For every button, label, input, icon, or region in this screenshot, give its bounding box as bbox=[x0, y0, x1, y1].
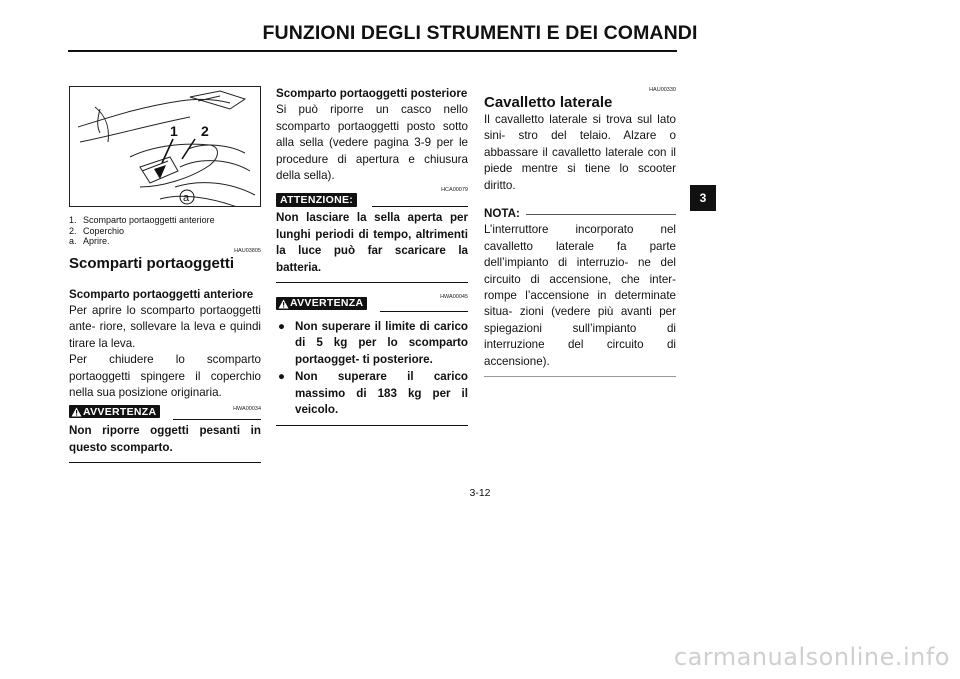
column-left bbox=[69, 86, 261, 463]
figure-caption: 1. Scomparto portaoggetti anteriore 2. Coperchio a. Aprire. bbox=[69, 215, 215, 246]
title-rule bbox=[68, 50, 677, 52]
bullet-icon: ● bbox=[278, 370, 286, 384]
note-label: NOTA: bbox=[484, 207, 520, 221]
section-code: HAU03805 bbox=[234, 247, 261, 254]
note-end-rule bbox=[484, 376, 676, 377]
warning-badge-2: AVVERTENZA bbox=[276, 297, 367, 310]
callout-a: a bbox=[183, 192, 190, 204]
warning-end-rule-2 bbox=[276, 425, 468, 426]
chapter-tab: 3 bbox=[690, 185, 716, 211]
attention-header bbox=[276, 192, 468, 210]
note-text: L’interruttore incorporato nel cavalletto laterale fa parte dell’impianto di interruzio- ne del circuito di accensione, che inter- rompe l’accensione in determinate situa- zioni (vedere più avanti per spiegazioni sull’impianto di interruzione del circuito di accensione). bbox=[484, 223, 676, 368]
warning-header bbox=[69, 405, 261, 423]
paragraph-close: Per chiudere lo scomparto portaoggetti spingere il coperchio nella sua posizione originaria. bbox=[69, 353, 261, 399]
column-middle bbox=[276, 86, 468, 426]
subheading-rear-storage: Scomparto portaoggetti posteriore bbox=[276, 87, 468, 100]
bullet-icon: ● bbox=[278, 320, 286, 334]
section-code-3: HAU00330 bbox=[649, 87, 676, 93]
paragraph-rear: Si può riporre un casco nello scomparto portaoggetti posto sotto alla sella (vedere pagina 3-9 per le procedure di apertura e chiusura della sella). bbox=[276, 103, 468, 183]
callout-1: 1 bbox=[170, 123, 178, 139]
watermark: carmanualsonline.info bbox=[673, 643, 950, 671]
storage-compartment-figure bbox=[69, 86, 261, 207]
section-heading-3: Cavalletto laterale bbox=[484, 94, 613, 111]
warning-badge: AVVERTENZA bbox=[69, 405, 160, 418]
section-heading: Scomparti portaoggetti bbox=[69, 254, 235, 272]
subheading-front-storage: Scomparto portaoggetti anteriore bbox=[69, 287, 254, 301]
storage-illustration bbox=[70, 87, 261, 207]
column-right bbox=[484, 86, 676, 377]
page-title: FUNZIONI DEGLI STRUMENTI E DEI COMANDI bbox=[262, 22, 698, 44]
list-item: ● Non superare il limite di carico di 5 kg per lo scomparto portaogget- ti posteriore. bbox=[278, 320, 468, 366]
attention-text: Non lasciare la sella aperta per lunghi periodi di tempo, altrimenti la luce può far scaricare la batteria. bbox=[276, 211, 468, 274]
warning-triangle-icon bbox=[278, 298, 289, 309]
warning-end-rule bbox=[69, 462, 261, 463]
note-header bbox=[484, 206, 676, 222]
warning-triangle-icon bbox=[71, 406, 82, 417]
attention-badge: ATTENZIONE: bbox=[276, 193, 357, 207]
warning-text: Non riporre oggetti pesanti in questo scomparto. bbox=[69, 424, 261, 454]
paragraph-sidestand: Il cavalletto laterale si trova sul lato sini- stro del telaio. Alzare o abbassare il cavalletto laterale con il piede mentre si tiene lo scooter diritto. bbox=[484, 113, 676, 192]
warning-header-2 bbox=[276, 297, 468, 315]
warning-code: HWA00034 bbox=[233, 406, 261, 413]
paragraph-open: Per aprire lo scomparto portaoggetti ante- riore, sollevare la leva e quindi tirare la leva. bbox=[69, 303, 261, 350]
attention-code: HCA00079 bbox=[441, 187, 468, 194]
warning-code-2: HWA00045 bbox=[440, 294, 468, 301]
warning-bullet-list bbox=[276, 319, 468, 418]
list-item: ● Non superare il carico massimo di 183 kg per il veicolo. bbox=[278, 370, 468, 417]
callout-2: 2 bbox=[201, 123, 209, 139]
attention-end-rule bbox=[276, 282, 468, 283]
page-number: 3-12 bbox=[469, 487, 491, 499]
